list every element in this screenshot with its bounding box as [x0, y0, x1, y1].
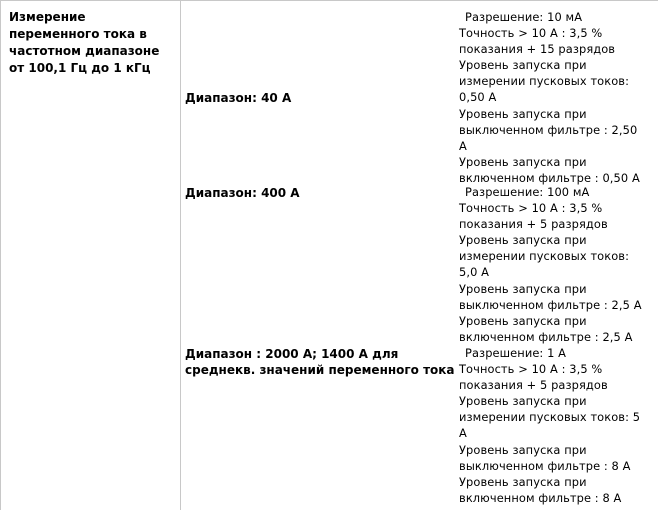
- spec-line: измерении пусковых токов:: [459, 249, 630, 264]
- parameter-line: переменного тока в: [9, 27, 147, 41]
- spec-line: Точность > 10 А : 3,5 %: [459, 362, 603, 377]
- column-divider: [180, 1, 181, 510]
- spec-line: Уровень запуска при: [459, 442, 587, 457]
- spec-line: выключенном фильтре : 2,50: [459, 122, 638, 137]
- range-label-400a: [185, 185, 461, 201]
- spec-line: показания + 15 разрядов: [459, 42, 616, 57]
- spec-line: Уровень запуска при: [459, 281, 587, 296]
- range-spec-40a: [459, 9, 655, 186]
- spec-line: измерении пусковых токов:: [459, 74, 630, 89]
- spec-line: Разрешение: 1 А: [465, 346, 567, 360]
- spec-line: включенном фильтре : 8 А: [459, 490, 622, 505]
- spec-line: включенном фильтре : 2,5 А: [459, 329, 633, 344]
- range-spec-2000a: [459, 345, 655, 506]
- spec-line: измерении пусковых токов: 5: [459, 410, 641, 425]
- spec-line: показания + 5 разрядов: [459, 217, 608, 232]
- spec-line: 5,0 А: [459, 265, 490, 280]
- spec-line: включенном фильтре : 0,50 А: [459, 170, 640, 185]
- spec-line: показания + 5 разрядов: [459, 378, 608, 393]
- spec-line: Уровень запуска при: [459, 154, 587, 169]
- range-label-line: Диапазон: 40 А: [185, 91, 292, 105]
- spec-line: А: [459, 138, 467, 153]
- spec-line: Разрешение: 10 мА: [465, 10, 583, 24]
- spec-line: Уровень запуска при: [459, 106, 587, 121]
- spec-line: выключенном фильтре : 8 А: [459, 458, 631, 473]
- range-spec-400a: [459, 184, 655, 345]
- spec-line: Уровень запуска при: [459, 58, 587, 73]
- spec-line: А: [459, 426, 467, 441]
- spec-line: выключенном фильтре : 2,5 А: [459, 297, 642, 312]
- spec-line: Уровень запуска при: [459, 313, 587, 328]
- spec-line: 0,50 А: [459, 90, 497, 105]
- range-label-line: Диапазон: 400 А: [185, 186, 300, 200]
- spec-line: Точность > 10 А : 3,5 %: [459, 201, 603, 216]
- parameter-cell: [9, 9, 177, 77]
- parameter-line: от 100,1 Гц до 1 кГц: [9, 61, 151, 75]
- spec-line: Уровень запуска при: [459, 474, 587, 489]
- spec-line: Уровень запуска при: [459, 233, 587, 248]
- spec-line: Уровень запуска при: [459, 394, 587, 409]
- parameter-line: Измерение: [9, 10, 86, 24]
- parameter-line: частотном диапазоне: [9, 44, 160, 58]
- range-label-line: Диапазон : 2000 А; 1400 А для: [185, 347, 399, 361]
- spec-line: Точность > 10 А : 3,5 %: [459, 26, 603, 41]
- range-label-line: среднекв. значений переменного тока: [185, 363, 455, 377]
- range-label-2000a: [185, 346, 461, 378]
- range-label-40a: [185, 90, 461, 106]
- spec-line: Разрешение: 100 мА: [465, 185, 590, 199]
